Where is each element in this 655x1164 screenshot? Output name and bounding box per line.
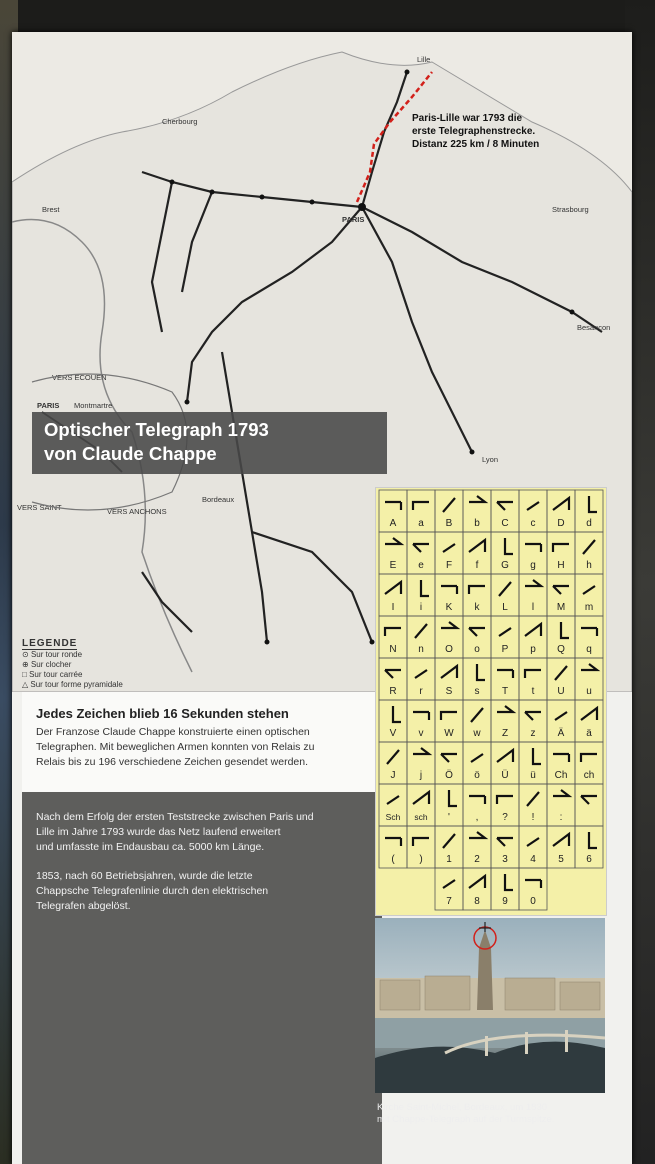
semaphore-glyph [581, 664, 597, 670]
semaphore-glyph [497, 750, 513, 762]
code-letter: V [389, 728, 397, 739]
semaphore-glyph [413, 544, 429, 552]
semaphore-glyph [553, 754, 569, 762]
semaphore-glyph [581, 796, 597, 804]
code-letter: r [419, 686, 423, 697]
code-letter: l [531, 602, 535, 613]
code-letter: J [390, 770, 396, 781]
code-letter: 1 [446, 854, 452, 865]
code-letter: 4 [530, 854, 536, 865]
code-letter: a [418, 518, 424, 529]
code-letter: q [586, 644, 592, 655]
history-section [22, 792, 382, 1164]
semaphore-glyph [413, 712, 429, 720]
code-letter: ö [474, 770, 480, 781]
code-letter: Ü [501, 770, 509, 781]
code-letter: U [557, 686, 565, 697]
semaphore-glyph [421, 580, 429, 596]
code-letter: T [501, 686, 509, 697]
code-letter: R [389, 686, 397, 697]
code-letter: M [556, 602, 566, 613]
map-label: Brest [42, 205, 60, 214]
code-letter: 0 [530, 896, 536, 907]
code-letter: Z [501, 728, 509, 739]
semaphore-glyph [533, 748, 541, 764]
code-letter: s [474, 686, 480, 697]
semaphore-glyph [561, 622, 569, 638]
code-letter: C [501, 518, 509, 529]
map-label: Cherbourg [162, 117, 198, 126]
semaphore-glyph [469, 796, 485, 804]
code-letter: e [418, 560, 424, 571]
code-letter: ) [419, 854, 423, 865]
exhibit-panel [12, 32, 632, 1164]
semaphore-glyph [525, 544, 541, 552]
semaphore-glyph [583, 586, 595, 594]
semaphore-glyph [553, 544, 569, 552]
semaphore-glyph [469, 496, 485, 502]
legend-item: △ Sur tour forme pyramidale [22, 680, 123, 689]
semaphore-glyph [505, 874, 513, 890]
history-line: Lille im Jahre 1793 wurde das Netz laufend erweitert [36, 826, 281, 838]
semaphore-glyph [555, 712, 567, 720]
painting-drawing [375, 918, 605, 1093]
code-letter: , [475, 812, 479, 823]
code-letter: 8 [474, 896, 480, 907]
code-letter: D [557, 518, 565, 529]
callout-line: erste Telegraphenstrecke. [412, 126, 536, 137]
semaphore-glyph [443, 544, 455, 552]
semaphore-glyph [499, 582, 511, 596]
semaphore-glyph [385, 538, 401, 544]
semaphore-glyph [497, 670, 513, 678]
semaphore-glyph [469, 876, 485, 888]
code-letter: v [418, 728, 424, 739]
semaphore-glyph [525, 712, 541, 720]
semaphore-glyph [583, 540, 595, 554]
semaphore-glyph [441, 754, 457, 762]
code-letter: u [586, 686, 592, 697]
semaphore-glyph [413, 502, 429, 510]
semaphore-glyph [441, 666, 457, 678]
code-letter: b [474, 518, 480, 529]
code-letter: k [474, 602, 480, 613]
semaphore-glyph [443, 834, 455, 848]
code-letter: sch [414, 812, 428, 822]
code-letter: Q [557, 644, 565, 655]
semaphore-glyph [505, 538, 513, 554]
semaphore-glyph [413, 748, 429, 754]
code-letter: S [445, 686, 453, 697]
code-letter: ' [448, 812, 450, 823]
painting-caption [377, 1102, 612, 1126]
code-letter: Ä [557, 728, 565, 739]
code-letter: K [445, 602, 453, 613]
semaphore-glyph [525, 670, 541, 678]
code-letter: j [419, 770, 423, 781]
code-letter: t [531, 686, 535, 697]
code-letter: d [586, 518, 592, 529]
semaphore-glyph [385, 502, 401, 510]
semaphore-glyph [553, 586, 569, 594]
panel-title [32, 412, 387, 474]
semaphore-glyph [553, 834, 569, 846]
history-paragraph [22, 792, 376, 855]
semaphore-glyph [441, 586, 457, 594]
code-letter: o [474, 644, 480, 655]
map-label: Montmartre [74, 401, 113, 410]
code-letter: A [389, 518, 397, 529]
legend-item: ⊙ Sur tour ronde [22, 650, 83, 659]
code-letter: H [557, 560, 565, 571]
code-letter: : [559, 812, 563, 823]
code-letter: m [584, 602, 594, 613]
semaphore-glyph [469, 832, 485, 838]
code-letter: i [419, 602, 423, 613]
semaphore-glyph [527, 502, 539, 510]
history-line: und umfasste im Endausbau ca. 5000 km Länge. [36, 841, 265, 853]
semaphore-glyph [497, 502, 513, 510]
semaphore-glyph [553, 498, 569, 510]
semaphore-glyph [497, 706, 513, 712]
code-letter: L [502, 602, 508, 613]
title-line: Optischer Telegraph 1793 [44, 419, 269, 440]
code-letter: 7 [446, 896, 452, 907]
semaphore-glyph [449, 790, 457, 806]
code-letter: w [473, 728, 481, 739]
semaphore-glyph [497, 796, 513, 804]
history-line: Chappsche Telegrafenlinie durch den elektrischen [36, 885, 269, 897]
intro-line: Telegraphen. Mit beweglichen Armen konnten von Relais zu [36, 741, 315, 753]
code-letter: F [445, 560, 453, 571]
map-label: Bordeaux [202, 495, 235, 504]
legend-item-label: Sur tour carrée [29, 670, 83, 679]
code-grid [376, 488, 606, 915]
map-label: PARIS [342, 215, 365, 224]
code-letter: ? [502, 812, 508, 823]
code-letter: z [530, 728, 536, 739]
semaphore-glyph [469, 586, 485, 594]
callout-line: Paris-Lille war 1793 die [412, 113, 523, 124]
code-letter: O [445, 644, 453, 655]
map-label: VERS ECOUEN [52, 373, 107, 382]
code-letter: N [389, 644, 397, 655]
semaphore-glyph [393, 706, 401, 722]
legend-item-label: Sur clocher [30, 660, 72, 669]
history-line: Telegrafen abgelöst. [36, 900, 131, 912]
semaphore-glyph [499, 628, 511, 636]
legend-item: ⊕ Sur clocher [22, 660, 72, 669]
code-letter: g [530, 560, 536, 571]
intro-heading: Jedes Zeichen blieb 16 Sekunden stehen [36, 706, 289, 721]
legend-heading: LEGENDE [22, 638, 78, 649]
semaphore-glyph [589, 496, 597, 512]
code-letter: 6 [586, 854, 592, 865]
code-letter: f [475, 560, 479, 571]
semaphore-glyph [581, 628, 597, 636]
semaphore-glyph [589, 832, 597, 848]
code-letter: ü [530, 770, 536, 781]
semaphore-glyph [387, 796, 399, 804]
map-label: PARIS [37, 401, 60, 410]
code-letter: Sch [385, 812, 401, 822]
semaphore-glyph [441, 712, 457, 720]
semaphore-glyph [497, 838, 513, 846]
code-letter: ä [586, 728, 592, 739]
code-letter: 9 [502, 896, 508, 907]
code-letter: I [391, 602, 395, 613]
code-letter: 3 [502, 854, 508, 865]
history-paragraph [22, 855, 376, 914]
code-letter: c [530, 518, 536, 529]
intro-line: Relais bis zu 196 verschiedene Zeichen gesendet werden. [36, 756, 309, 768]
semaphore-glyph [469, 540, 485, 552]
semaphore-glyph [441, 622, 457, 628]
caption-line: mit Chappe-Telegraph auf der Turmspitze. [377, 1114, 555, 1125]
semaphore-glyph [415, 624, 427, 638]
intro-text [36, 725, 376, 770]
semaphore-glyph [581, 708, 597, 720]
chappe-code-table [375, 487, 607, 916]
semaphore-glyph [553, 790, 569, 796]
semaphore-glyph [385, 670, 401, 678]
code-letter: p [530, 644, 536, 655]
bordeaux-painting [375, 918, 605, 1093]
semaphore-glyph [387, 750, 399, 764]
code-letter: h [586, 560, 592, 571]
code-letter: ( [391, 854, 395, 865]
code-letter: P [501, 644, 509, 655]
semaphore-glyph [471, 708, 483, 722]
history-line: Nach dem Erfolg der ersten Teststrecke zwischen Paris und [36, 811, 314, 823]
semaphore-glyph [413, 838, 429, 846]
legend-item-label: Sur tour ronde [30, 650, 83, 659]
map-label: VERS ANCHONS [107, 507, 167, 516]
code-cell [575, 784, 603, 826]
callout-line: Distanz 225 km / 8 Minuten [412, 139, 540, 150]
code-letter: Ö [445, 770, 453, 781]
map-label: Lyon [482, 455, 498, 464]
semaphore-glyph [385, 838, 401, 846]
code-letter: W [444, 728, 454, 739]
semaphore-glyph [471, 754, 483, 762]
code-letter: E [389, 560, 397, 571]
code-letter: Ch [554, 770, 568, 781]
map-label: Strasbourg [552, 205, 589, 214]
semaphore-glyph [581, 754, 597, 762]
semaphore-glyph [443, 880, 455, 888]
semaphore-glyph [443, 498, 455, 512]
semaphore-glyph [413, 792, 429, 804]
caption-line: Kirche Saint-Michel, Bordeaux, um 1830 [377, 1102, 548, 1113]
code-letter: n [418, 644, 424, 655]
semaphore-glyph [525, 624, 541, 636]
code-letter: ch [583, 770, 595, 781]
legend-item: □ Sur tour carrée [22, 670, 83, 679]
intro-section [22, 692, 382, 792]
route-callout [412, 112, 552, 151]
code-letter: 2 [474, 854, 480, 865]
title-line: von Claude Chappe [44, 443, 217, 464]
map-label: Besançon [577, 323, 611, 332]
intro-line: Der Franzose Claude Chappe konstruierte einen optischen [36, 726, 310, 738]
map-legend [22, 639, 123, 690]
semaphore-glyph [477, 664, 485, 680]
code-letter: G [501, 560, 509, 571]
semaphore-glyph [385, 628, 401, 636]
history-line: 1853, nach 60 Betriebsjahren, wurde die letzte [36, 870, 253, 882]
semaphore-glyph [525, 880, 541, 888]
map-label: VERS SAINT [17, 503, 62, 512]
legend-item-label: Sur tour forme pyramidale [30, 680, 123, 689]
semaphore-glyph [527, 838, 539, 846]
semaphore-glyph [385, 582, 401, 594]
code-letter: B [445, 518, 453, 529]
code-letter: 5 [558, 854, 564, 865]
map-label: Lille [417, 55, 431, 64]
semaphore-glyph [555, 666, 567, 680]
semaphore-glyph [469, 628, 485, 636]
code-letter: ! [531, 812, 535, 823]
semaphore-glyph [527, 792, 539, 806]
semaphore-glyph [525, 580, 541, 586]
semaphore-glyph [415, 670, 427, 678]
